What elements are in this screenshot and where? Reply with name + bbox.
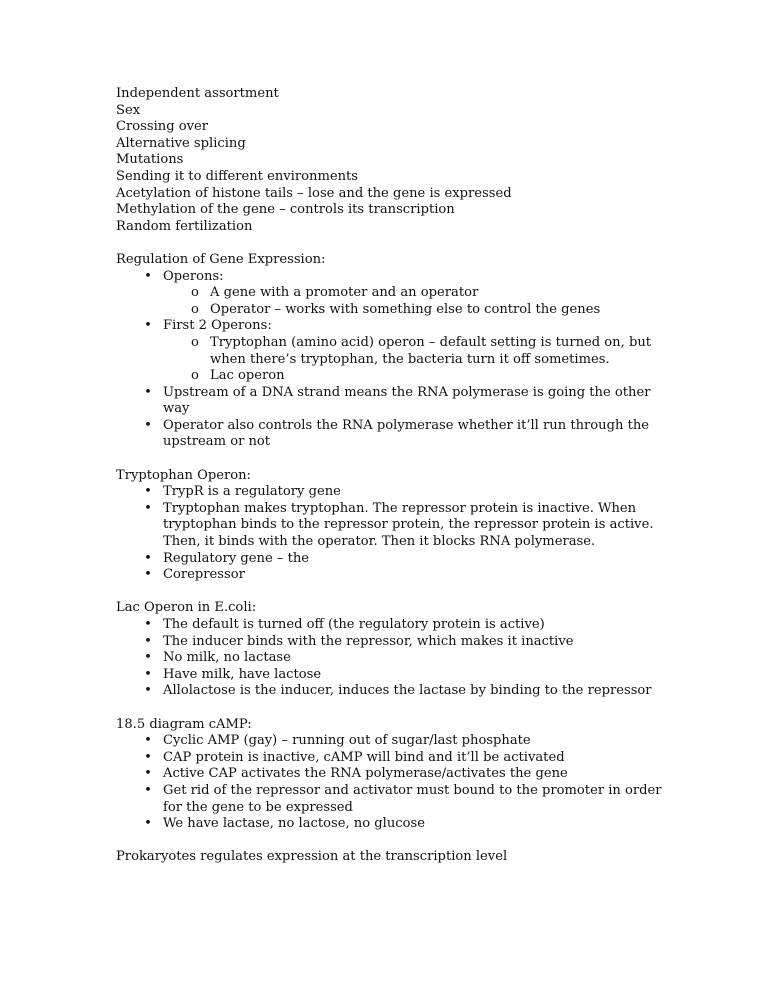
closing-line: Prokaryotes regulates expression at the transcription level	[116, 849, 508, 865]
intro-line: Independent assortment	[116, 86, 279, 101]
intro-line: Methylation of the gene – controls its transcription	[116, 202, 455, 218]
list-item	[116, 634, 676, 651]
list-item	[116, 733, 676, 750]
list-item-text: Active CAP activates the RNA polymerase/activates the gene	[163, 766, 568, 782]
bullet-marker: •	[144, 816, 152, 832]
bullet-marker: •	[144, 666, 152, 682]
sub-list-item	[116, 302, 676, 319]
bullet-marker: •	[144, 766, 152, 782]
sub-bullet-marker: o	[191, 301, 199, 317]
list-item	[116, 683, 676, 700]
list-item	[116, 783, 676, 816]
list-item-text: Get rid of the repressor and activator must bound to the promoter in order for the gene to be expressed	[163, 782, 662, 815]
bullet-marker: •	[144, 683, 152, 699]
bullet-marker: •	[144, 268, 152, 284]
list-item-text: The default is turned off (the regulatory protein is active)	[163, 617, 545, 632]
bullet-list	[116, 733, 676, 833]
sub-list-item	[116, 335, 676, 368]
list-item-text: No milk, no lactase	[163, 650, 291, 666]
intro-line: Acetylation of histone tails – lose and the gene is expressed	[116, 185, 512, 201]
list-item	[116, 750, 676, 767]
sub-list-item	[116, 285, 676, 302]
bullet-marker: •	[144, 567, 152, 583]
list-item	[116, 617, 676, 634]
list-item-text: Operons:	[163, 268, 224, 284]
list-item-text: First 2 Operons:	[163, 318, 272, 334]
list-item-text: We have lactase, no lactose, no glucose	[163, 816, 425, 832]
list-item-text: Operator also controls the RNA polymerase whether it’ll run through the upstream or not	[163, 417, 650, 450]
intro-line: Alternative splicing	[116, 135, 246, 151]
bullet-marker: •	[144, 500, 152, 516]
list-item-text: Allolactose is the inducer, induces the lactase by binding to the repressor	[163, 683, 652, 699]
section-heading: Tryptophan Operon:	[116, 467, 251, 483]
bullet-marker: •	[144, 617, 152, 632]
closing-section	[116, 849, 676, 866]
camp-section	[116, 717, 676, 833]
list-item-text: A gene with a promoter and an operator	[210, 285, 479, 301]
list-item-text: Have milk, have lactose	[163, 666, 322, 682]
list-item-text: Cyclic AMP (gay) – running out of sugar/last phosphate	[163, 733, 531, 749]
bullet-list	[116, 269, 676, 452]
bullet-marker: •	[144, 484, 152, 500]
list-item	[116, 269, 676, 286]
bullet-marker: •	[144, 782, 152, 798]
list-item-text: TrypR is a regulatory gene	[163, 484, 341, 500]
list-item	[116, 501, 676, 551]
bullet-marker: •	[144, 749, 152, 765]
list-item	[116, 650, 676, 667]
intro-list	[116, 86, 676, 235]
list-item-text: Tryptophan (amino acid) operon – default setting is turned on, but when there’s tryptophan, the bacteria turn it off sometimes.	[210, 334, 652, 367]
lac-section	[116, 600, 676, 700]
bullet-marker: •	[144, 417, 152, 433]
bullet-marker: •	[144, 733, 152, 749]
bullet-marker: •	[144, 318, 152, 334]
sub-bullet-marker: o	[191, 368, 199, 384]
bullet-marker: •	[144, 384, 152, 400]
list-item	[116, 385, 676, 418]
list-item	[116, 567, 676, 584]
bullet-marker: •	[144, 550, 152, 566]
section-heading: Lac Operon in E.coli:	[116, 600, 257, 616]
intro-line: Random fertilization	[116, 218, 253, 234]
list-item	[116, 667, 676, 684]
sub-bullet-marker: o	[191, 285, 199, 301]
bullet-list	[116, 617, 676, 700]
intro-line: Crossing over	[116, 119, 209, 135]
list-item-text: Operator – works with something else to control the genes	[210, 301, 601, 317]
list-item	[116, 816, 676, 833]
list-item	[116, 418, 676, 451]
section-heading: 18.5 diagram cAMP:	[116, 716, 252, 732]
regulation-section	[116, 252, 676, 451]
list-item-text: Upstream of a DNA strand means the RNA polymerase is going the other way	[163, 384, 651, 417]
list-item-text: CAP protein is inactive, cAMP will bind and it’ll be activated	[163, 749, 565, 765]
sub-list-item	[116, 368, 676, 385]
document-page	[116, 86, 676, 866]
list-item-text: Tryptophan makes tryptophan. The repressor protein is inactive. When tryptophan binds to the repressor protein, the repressor protein is active. Then, it binds with the operator. Then it blocks RNA polymerase.	[163, 500, 654, 550]
list-item	[116, 318, 676, 335]
bullet-marker: •	[144, 633, 152, 649]
intro-line: Sending it to different environments	[116, 168, 359, 184]
list-item-text: The inducer binds with the repressor, which makes it inactive	[163, 633, 574, 649]
tryptophan-section	[116, 468, 676, 584]
list-item	[116, 551, 676, 568]
list-item	[116, 484, 676, 501]
list-item	[116, 766, 676, 783]
bullet-marker: •	[144, 650, 152, 666]
section-heading: Regulation of Gene Expression:	[116, 251, 326, 267]
bullet-list	[116, 484, 676, 584]
sub-bullet-marker: o	[191, 334, 199, 350]
intro-line: Mutations	[116, 152, 184, 168]
list-item-text: Corepressor	[163, 567, 245, 583]
list-item-text: Regulatory gene – the	[163, 550, 310, 566]
intro-line: Sex	[116, 102, 141, 118]
list-item-text: Lac operon	[210, 368, 285, 384]
